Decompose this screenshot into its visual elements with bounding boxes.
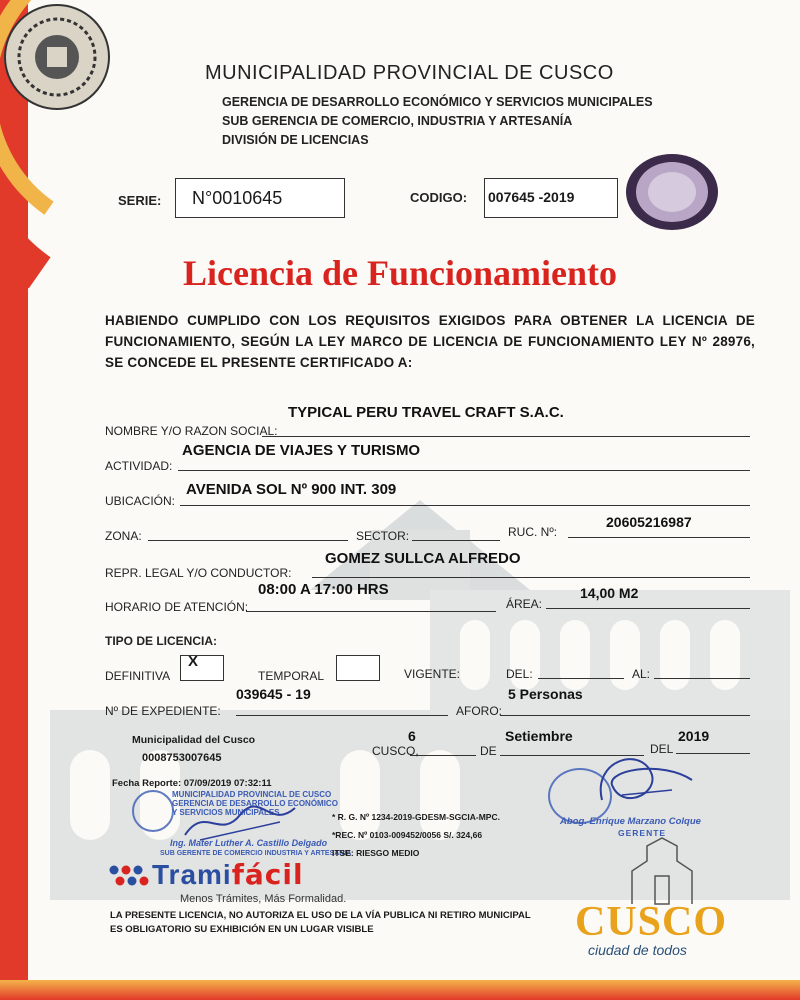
repr-label: REPR. LEGAL Y/O CONDUCTOR: — [105, 566, 292, 580]
header-line-3: DIVISIÓN DE LICENCIAS — [222, 133, 369, 147]
ref-rg: * R. G. Nº 1234-2019-GDESM-SGCIA-MPC. — [332, 812, 500, 822]
left-stamp-line-2: GERENCIA DE DESARROLLO ECONÓMICO — [172, 799, 338, 808]
cusco-logo-word — [575, 898, 727, 946]
definitiva-label: DEFINITIVA — [105, 669, 171, 683]
temporal-label: TEMPORAL — [258, 669, 325, 683]
repr-value: GOMEZ SULLCA ALFREDO — [325, 550, 521, 567]
left-stamp-seal-icon — [132, 790, 174, 832]
left-stamp-line-1: MUNICIPALIDAD PROVINCIAL DE CUSCO — [172, 790, 332, 799]
definitiva-checkbox — [180, 655, 224, 681]
tramifacil-brand-b: fácil — [231, 858, 304, 891]
nombre-label: NOMBRE Y/O RAZON SOCIAL: — [105, 424, 278, 438]
repr-line — [312, 577, 750, 578]
day-value: 6 — [408, 728, 416, 744]
vigente-label: VIGENTE: — [404, 667, 461, 681]
definitiva-mark: X — [188, 653, 199, 670]
expediente-label: Nº DE EXPEDIENTE: — [105, 704, 221, 718]
horario-line — [246, 611, 496, 612]
tramifacil-logo-icon — [108, 864, 150, 888]
area-label: ÁREA: — [506, 597, 543, 611]
sector-label: SECTOR: — [356, 529, 410, 543]
intro-paragraph: HABIENDO CUMPLIDO CON LOS REQUISITOS EXIGIDOS PARA OBTENER LA LICENCIA DE FUNCIONAMIENTO, SEGÚN LA LEY MARCO DE LICENCIA DE FUNCIONAMIENTO LEY Nº 28976, SE CONCEDE EL PRESENTE CERTIFICADO A: — [105, 313, 755, 370]
tramifacil-brand — [152, 858, 304, 891]
ruc-label: RUC. Nº: — [508, 525, 558, 539]
zona-line — [148, 540, 348, 541]
cusco-label: CUSCO, — [372, 744, 419, 758]
ruc-value: 20605216987 — [606, 514, 692, 530]
al-label: AL: — [632, 667, 651, 681]
area-value: 14,00 M2 — [580, 585, 639, 601]
bottom-border — [0, 980, 800, 1000]
muni-id-value: 0008753007645 — [142, 752, 222, 764]
expediente-line — [236, 715, 448, 716]
right-stamp-role: GERENTE — [618, 828, 667, 838]
actividad-value: AGENCIA DE VIAJES Y TURISMO — [182, 442, 421, 459]
aforo-label: AFORO: — [456, 704, 503, 718]
ubicacion-value: AVENIDA SOL Nº 900 INT. 309 — [186, 481, 397, 498]
expediente-value: 039645 - 19 — [236, 686, 311, 702]
al-line — [654, 678, 750, 679]
left-stamp-line-3: Y SERVICIOS MUNICIPALES — [172, 808, 280, 817]
header-line-1: GERENCIA DE DESARROLLO ECONÓMICO Y SERVICIOS MUNICIPALES — [222, 95, 653, 109]
cusco-logo-tagline: ciudad de todos — [588, 942, 687, 958]
document-title: Licencia de Funcionamiento — [183, 253, 617, 293]
muni-id-label: Municipalidad del Cusco — [132, 734, 256, 746]
actividad-line — [178, 470, 750, 471]
nombre-line — [262, 436, 750, 437]
actividad-label: ACTIVIDAD: — [105, 459, 173, 473]
right-stamp-signer: Abog. Enrique Marzano Colque — [560, 816, 701, 827]
month-value: Setiembre — [505, 728, 573, 744]
de-label: DE — [480, 744, 497, 758]
year-value: 2019 — [678, 728, 710, 744]
temporal-checkbox — [336, 655, 380, 681]
right-signature-icon — [582, 740, 702, 820]
aforo-value: 5 Personas — [508, 686, 583, 702]
del-line — [538, 678, 624, 679]
institution-name: MUNICIPALIDAD PROVINCIAL DE CUSCO — [205, 62, 614, 84]
hologram-seal-icon — [624, 152, 720, 232]
horario-value: 08:00 A 17:00 HRS — [258, 581, 389, 598]
fecha-reporte: Fecha Reporte: 07/09/2019 07:32:11 — [112, 778, 272, 789]
ref-rec: *REC. Nº 0103-009452/0056 S/. 324,66 — [332, 830, 483, 840]
area-line — [546, 608, 750, 609]
tramifacil-slogan: Menos Trámites, Más Formalidad. — [180, 893, 347, 905]
horario-label: HORARIO DE ATENCIÓN: — [105, 600, 249, 614]
ubicacion-label: UBICACIÓN: — [105, 494, 176, 508]
municipal-seal-icon — [2, 2, 112, 112]
del-year-label: DEL — [650, 742, 674, 756]
footer-line-1: LA PRESENTE LICENCIA, NO AUTORIZA EL USO DE LA VÍA PUBLICA NI RETIRO MUNICIPAL — [110, 910, 531, 921]
serie-value: N°0010645 — [192, 188, 283, 208]
zona-label: ZONA: — [105, 529, 142, 543]
nombre-value: TYPICAL PERU TRAVEL CRAFT S.A.C. — [288, 404, 564, 421]
sector-line — [412, 540, 500, 541]
ubicacion-line — [180, 505, 750, 506]
aforo-line — [500, 715, 750, 716]
header-line-2: SUB GERENCIA DE COMERCIO, INDUSTRIA Y ARTESANÍA — [222, 114, 573, 128]
left-stamp-signer: Ing. Mater Luther A. Castillo Delgado — [170, 838, 328, 848]
cusco-logo-text: CUSCO — [575, 899, 728, 945]
codigo-value: 007645 -2019 — [488, 189, 575, 205]
serie-label: SERIE: — [118, 193, 162, 208]
day-line — [410, 755, 476, 756]
left-stamp-role: SUB GERENTE DE COMERCIO INDUSTRIA Y ARTESANIA — [160, 850, 352, 857]
codigo-label: CODIGO: — [410, 190, 468, 205]
cathedral-logo-icon — [622, 836, 702, 906]
ruc-line — [568, 537, 750, 538]
del-label: DEL: — [506, 667, 533, 681]
tramifacil-brand-a: Trami — [152, 859, 232, 890]
tipo-label: TIPO DE LICENCIA: — [105, 634, 218, 648]
footer-line-2: ES OBLIGATORIO SU EXHIBICIÓN EN UN LUGAR VISIBLE — [110, 924, 374, 935]
ref-itse: ITSE: RIESGO MEDIO — [332, 848, 420, 858]
